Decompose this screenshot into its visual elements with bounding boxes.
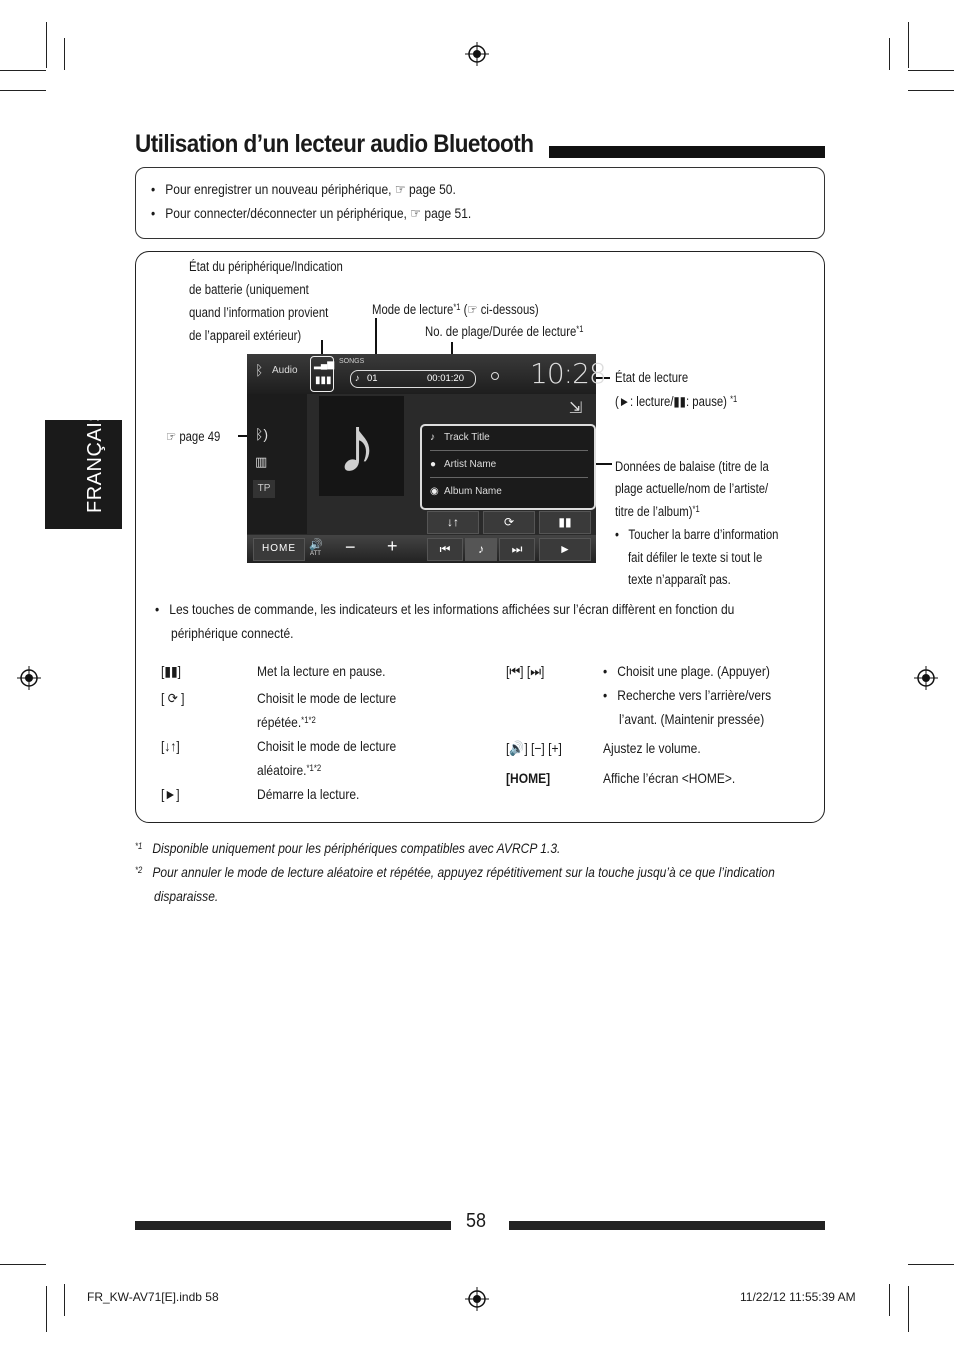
tp-button[interactable]: TP <box>253 480 275 498</box>
note-icon: ♪ <box>355 373 360 384</box>
callout-device-status: de batterie (uniquement <box>189 282 309 297</box>
registration-mark-icon <box>914 666 938 690</box>
callout-track-no: No. de plage/Durée de lecture$^{*1}$ <box>425 324 584 339</box>
callout-tag-note: fait défiler le texte si tout le <box>628 550 763 565</box>
battery-icon: ▮▮▮ <box>315 375 332 386</box>
page-number: 58 <box>466 1210 487 1232</box>
track-title-row <box>430 426 588 451</box>
control-key-repeat: [ ⟳ ] <box>161 690 185 706</box>
device-screen <box>247 354 606 563</box>
control-desc: Met la lecture en pause. <box>257 663 386 679</box>
callout-tag-data: Données de balaise (titre de la <box>615 459 769 474</box>
bluetooth-connect-icon[interactable]: ᛒ) <box>255 426 269 442</box>
track-time-pill <box>350 370 476 388</box>
repeat-button[interactable]: ⟳ <box>483 511 535 534</box>
control-desc: Ajustez le volume. <box>603 740 701 756</box>
pause-button[interactable]: ▮▮ <box>539 511 591 534</box>
description: périphérique connecté. <box>171 625 294 641</box>
registration-mark-icon <box>465 1287 489 1311</box>
crop-mark <box>908 90 954 91</box>
screen-left-column <box>247 394 307 534</box>
volume-up-button[interactable]: + <box>387 536 398 556</box>
page-bar-left <box>135 1221 451 1230</box>
album-row <box>430 480 588 504</box>
att-label: ATT <box>310 551 321 557</box>
control-desc: Démarre la lecture. <box>257 786 360 802</box>
control-desc: Affiche l’écran <HOME>. <box>603 770 736 786</box>
callout-line <box>375 318 377 358</box>
equalizer-icon[interactable]: ▥ <box>255 454 268 469</box>
footnote: $^{*2}$ Pour annuler le mode de lecture aléatoire et répétée, appuyez répétitivement sur la touche jusqu’à ce que l’indication <box>135 864 775 880</box>
crop-mark <box>0 90 46 91</box>
control-key-home: [HOME] <box>506 770 551 786</box>
bluetooth-icon: ᛒ <box>255 362 264 378</box>
crop-mark <box>889 1284 890 1316</box>
track-title: Track Title <box>444 432 490 443</box>
screen-source-label: Audio <box>272 365 298 376</box>
callout-play-state: État de lecture <box>615 370 689 385</box>
callout-play-state: (►: lecture/▮▮: pause) $^{*1}$ <box>615 394 738 409</box>
play-button[interactable]: ► <box>539 538 591 561</box>
artist-row <box>430 453 588 478</box>
album-art <box>319 396 404 496</box>
page-title: Utilisation d’un lecteur audio Bluetooth <box>135 130 534 158</box>
language-tab-label: FRANÇAIS <box>84 407 106 513</box>
callout-line <box>594 463 612 465</box>
control-key-skip: [⏮] [⏭] <box>506 663 545 679</box>
control-desc: Choisit le mode de lecture <box>257 690 397 706</box>
control-desc: • Recherche vers l’arrière/vers <box>603 687 772 703</box>
callout-device-status: de l’appareil extérieur) <box>189 328 302 343</box>
crop-mark <box>64 1284 65 1316</box>
clock: 10:28 <box>530 357 606 390</box>
person-icon: ● <box>430 459 437 470</box>
control-desc: • Choisit une plage. (Appuyer) <box>603 663 770 679</box>
speaker-icon[interactable]: 🔊 <box>309 539 323 551</box>
page-bar-right <box>509 1221 825 1230</box>
crop-mark <box>889 38 890 70</box>
random-button[interactable]: ↓↑ <box>427 511 479 534</box>
play-mode-label: SONGS <box>339 358 365 365</box>
callout-device-status: quand l’information provient <box>189 305 329 320</box>
registration-mark-icon <box>17 666 41 690</box>
tag-info-panel[interactable] <box>420 424 596 510</box>
crop-mark <box>0 70 46 71</box>
track-time: 00:01:20 <box>427 373 464 384</box>
music-button[interactable]: ♪ <box>465 538 497 561</box>
next-button[interactable]: ⏭ <box>499 538 535 561</box>
control-desc: l’avant. (Maintenir pressée) <box>619 711 765 727</box>
title-rule <box>549 146 825 158</box>
description: • Les touches de commande, les indicateurs et les informations affichées sur l’écran diffèrent en fonction du <box>155 601 735 617</box>
control-key-play: [►] <box>161 786 180 802</box>
music-note-icon: ♪ <box>337 400 377 489</box>
signal-icon: ▂▄▆ <box>314 359 335 369</box>
screen-bottom-bar <box>247 535 596 563</box>
crop-mark <box>908 70 954 71</box>
home-button[interactable]: HOME <box>253 538 305 561</box>
info-item: • Pour connecter/déconnecter un périphérique, ☞ page 51. <box>151 205 472 221</box>
crop-mark <box>64 38 65 70</box>
callout-tag-data: plage actuelle/nom de l’artiste/ <box>615 481 769 496</box>
footer-file: FR_KW-AV71[E].indb 58 <box>87 1290 219 1304</box>
control-key-volume: [🔊] [−] [+] <box>506 740 562 756</box>
crop-mark <box>908 22 909 68</box>
disc-icon: ◉ <box>430 486 439 497</box>
language-tab <box>45 407 122 529</box>
edit-icon[interactable]: ⇲ <box>569 400 583 417</box>
control-desc: Choisit le mode de lecture <box>257 738 397 754</box>
footnote: disparaisse. <box>154 888 219 904</box>
album-name: Album Name <box>444 486 502 497</box>
crop-mark <box>46 22 47 68</box>
callout-play-mode: Mode de lecture$^{*1}$ (☞ ci-dessous) <box>372 302 539 317</box>
control-key-pause: [▮▮] <box>161 663 181 679</box>
control-desc: aléatoire.$^{*1*2}$ <box>257 762 322 778</box>
prev-button[interactable]: ⏮ <box>427 538 463 561</box>
callout-device-status: État du périphérique/Indication <box>189 259 343 274</box>
info-box <box>135 167 825 239</box>
callout-tag-note: texte n’apparaît pas. <box>628 572 731 587</box>
screen-top-bar <box>247 354 606 394</box>
track-number: 01 <box>367 373 378 384</box>
crop-mark <box>908 1286 909 1332</box>
info-item: • Pour enregistrer un nouveau périphérique, ☞ page 50. <box>151 181 456 197</box>
artist-name: Artist Name <box>444 459 497 470</box>
device-status-badge <box>310 356 334 392</box>
note-icon: ♪ <box>430 432 435 443</box>
crop-mark <box>46 1286 47 1332</box>
callout-tag-note: • Toucher la barre d’information <box>615 527 779 542</box>
callout-page-ref: ☞ page 49 <box>166 429 221 444</box>
callout-tag-data: titre de l’album)$^{*1}$ <box>615 504 700 519</box>
control-key-random: [↓↑] <box>161 738 180 754</box>
footer-date: 11/22/12 11:55:39 AM <box>740 1290 856 1304</box>
crop-mark <box>908 1264 954 1265</box>
crop-mark <box>0 1264 46 1265</box>
play-state-indicator <box>491 372 499 380</box>
registration-mark-icon <box>465 42 489 66</box>
control-desc: répétée.$^{*1*2}$ <box>257 714 316 730</box>
volume-down-button[interactable]: − <box>345 537 356 557</box>
footnote: $^{*1}$ Disponible uniquement pour les périphériques compatibles avec AVRCP 1.3. <box>135 840 561 856</box>
